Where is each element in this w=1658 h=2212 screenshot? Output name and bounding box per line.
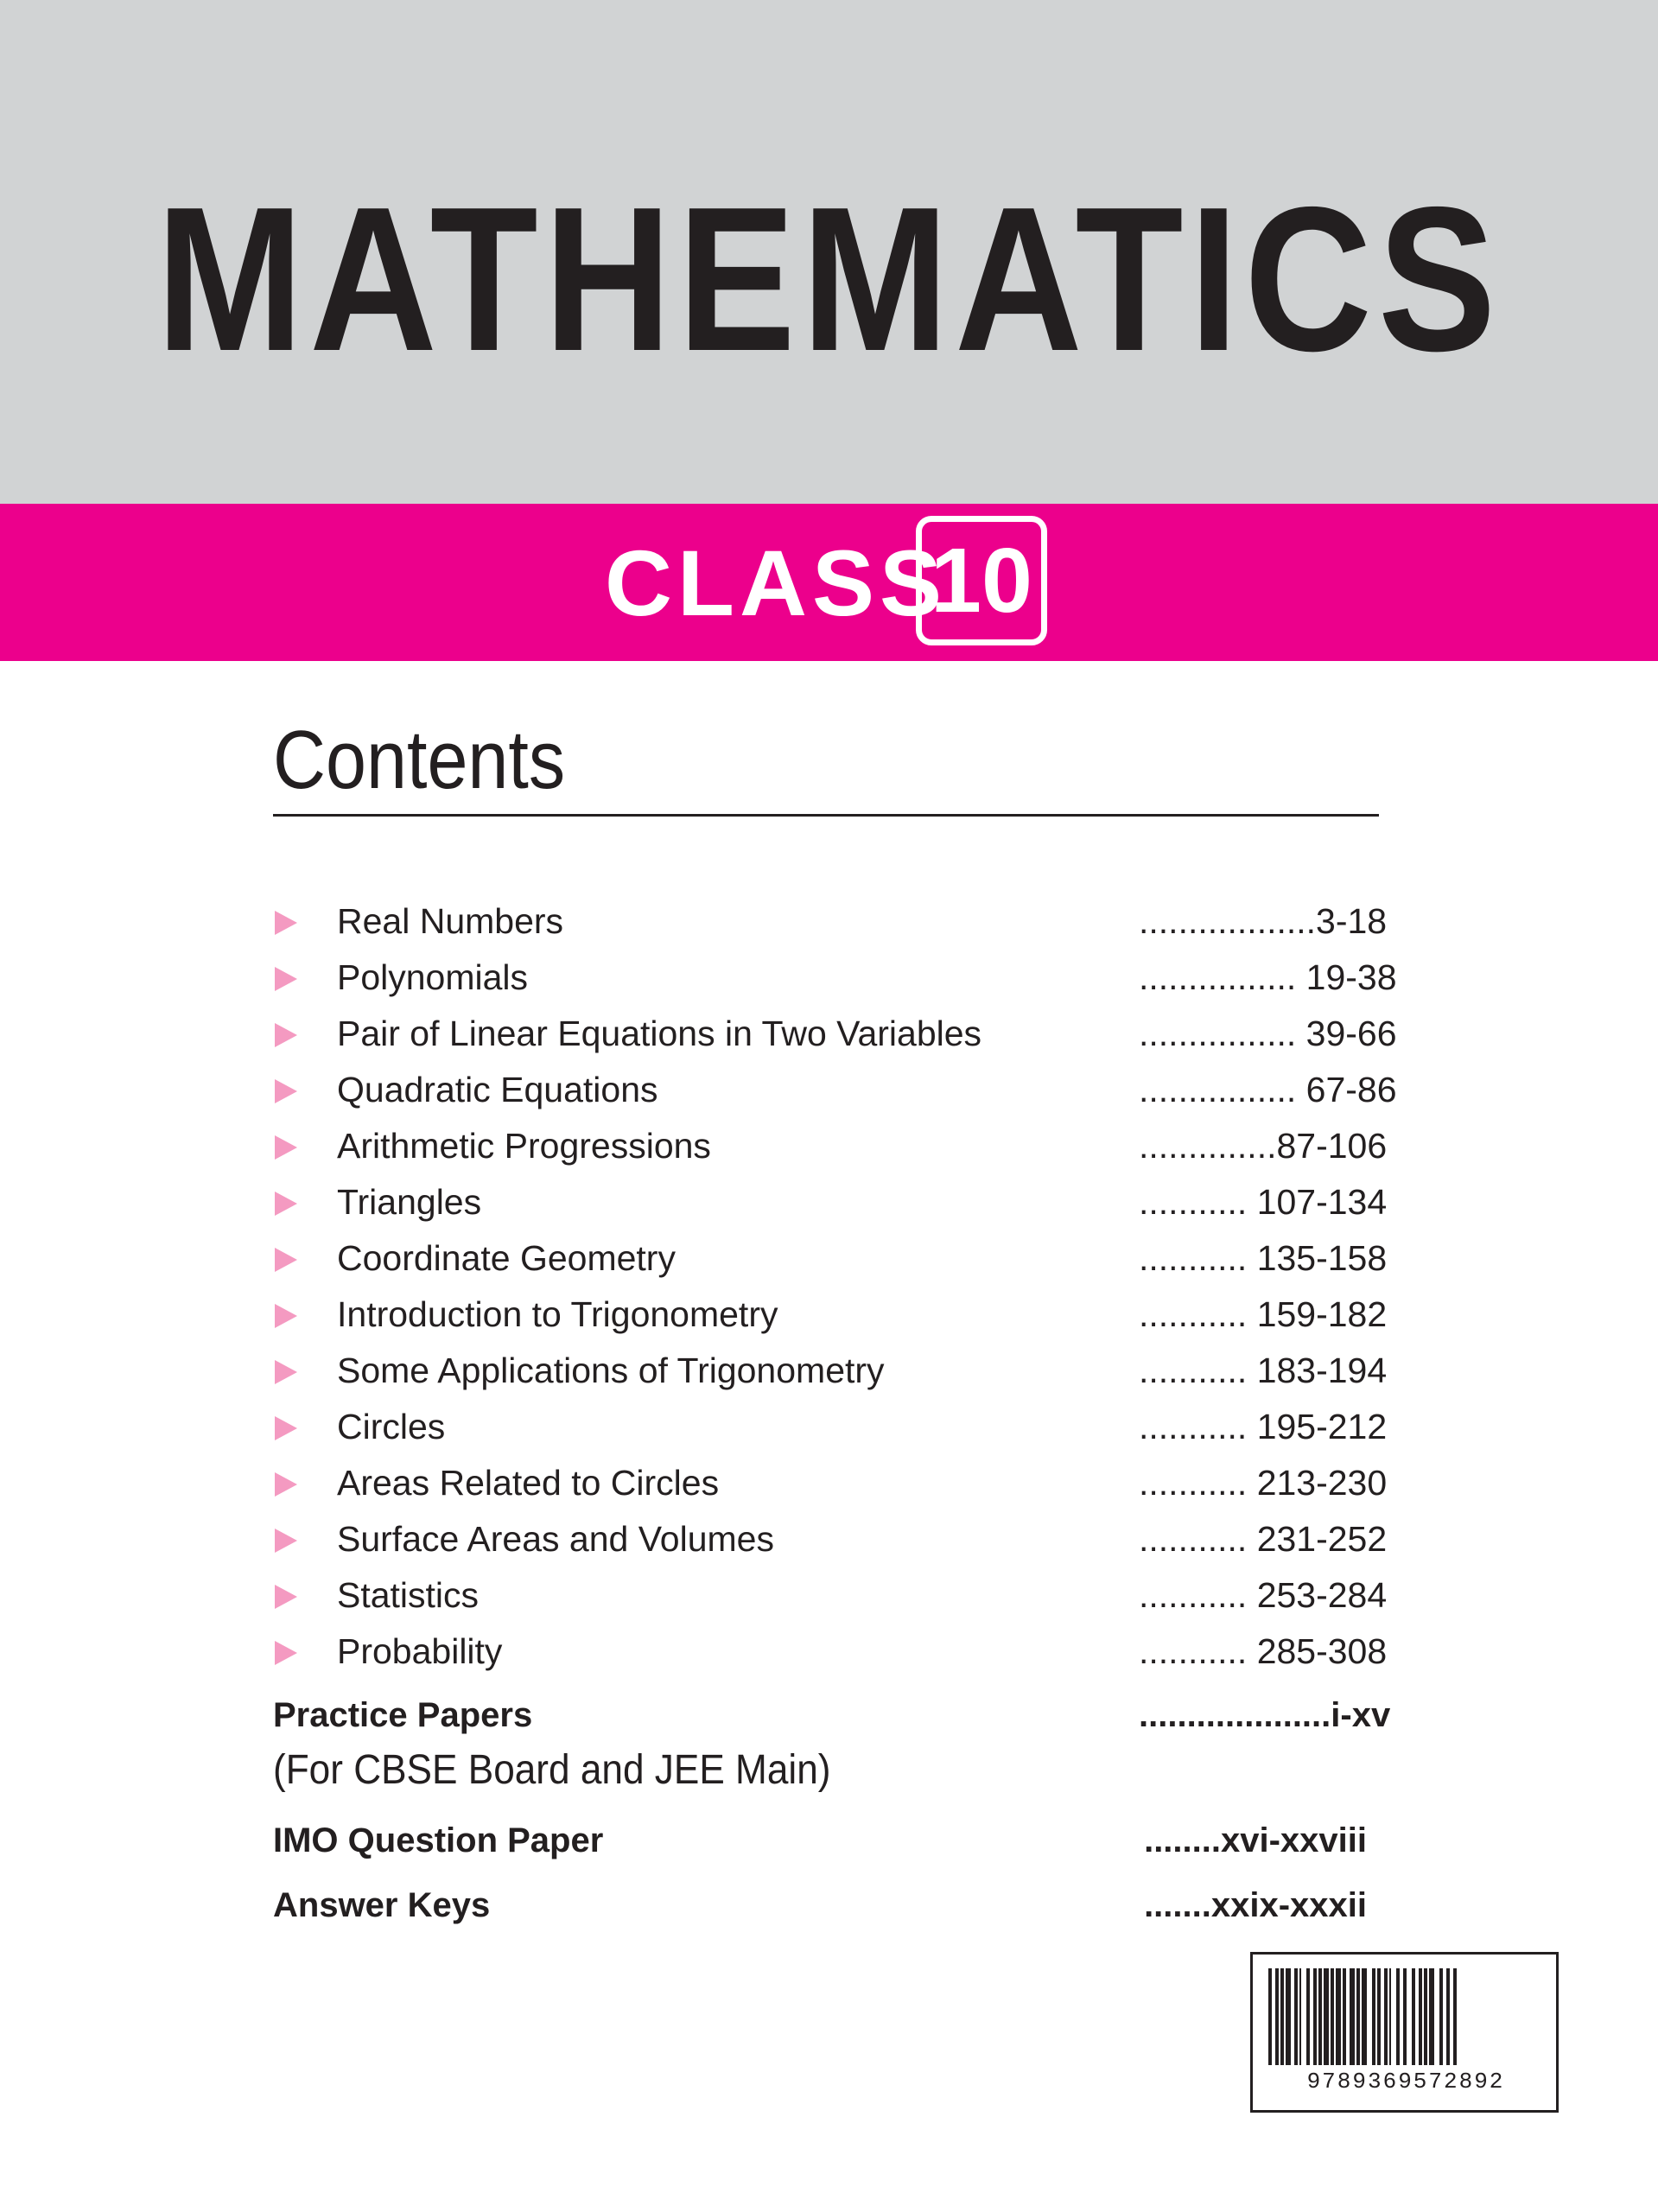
triangle-right-icon <box>275 1529 297 1553</box>
triangle-right-icon <box>275 1360 297 1384</box>
barcode-bar <box>1439 1968 1443 2065</box>
chapter-pages: ........... 159-182 <box>1139 1294 1388 1334</box>
barcode-digits: 9789369572892 <box>1265 2067 1547 2096</box>
chapter-pages: ........... 231-252 <box>1139 1519 1388 1559</box>
toc-row <box>0 1118 1658 1174</box>
barcode-bar <box>1350 1968 1355 2065</box>
toc-row <box>0 1511 1658 1567</box>
barcode-bars <box>1263 1968 1548 2065</box>
barcode-bar <box>1336 1968 1341 2065</box>
barcode-bar <box>1362 1968 1367 2065</box>
class-number-badge: 10 <box>916 516 1047 645</box>
barcode-bar <box>1424 1968 1427 2065</box>
barcode-bar <box>1324 1968 1329 2065</box>
triangle-right-icon <box>275 1304 297 1328</box>
barcode-bar <box>1318 1968 1322 2065</box>
chapter-pages: ........... 107-134 <box>1139 1182 1388 1222</box>
chapter-title: Coordinate Geometry <box>337 1238 676 1278</box>
answer-keys-title: Answer Keys <box>273 1886 491 1924</box>
toc-row <box>0 1624 1658 1680</box>
chapter-pages: ........... 213-230 <box>1139 1463 1388 1503</box>
barcode-bar <box>1419 1968 1422 2065</box>
barcode-bar <box>1429 1968 1434 2065</box>
barcode-bar <box>1286 1968 1291 2065</box>
triangle-right-icon <box>275 967 297 991</box>
triangle-right-icon <box>275 1135 297 1160</box>
practice-papers-row <box>0 1689 1658 1741</box>
toc-row <box>0 1062 1658 1118</box>
chapter-title: Statistics <box>337 1575 480 1615</box>
isbn-barcode <box>1250 1952 1559 2113</box>
chapter-title: Areas Related to Circles <box>337 1463 720 1503</box>
chapter-pages: ..................3-18 <box>1139 901 1388 941</box>
barcode-bar <box>1294 1968 1298 2065</box>
answer-keys-pages: .......xxix-xxxii <box>1144 1886 1367 1924</box>
book-title: MATHEMATICS <box>156 165 1502 394</box>
chapter-title: Triangles <box>337 1182 482 1222</box>
chapter-title: Polynomials <box>337 957 529 997</box>
imo-paper-pages: ........xvi-xxviii <box>1144 1821 1367 1859</box>
triangle-right-icon <box>275 1641 297 1665</box>
imo-paper-title: IMO Question Paper <box>273 1821 604 1859</box>
header-band <box>0 0 1658 504</box>
chapter-pages: ........... 183-194 <box>1139 1351 1388 1390</box>
chapter-pages: ........... 195-212 <box>1139 1407 1388 1446</box>
barcode-bar <box>1268 1968 1272 2065</box>
chapter-title: Some Applications of Trigonometry <box>337 1351 885 1390</box>
chapter-pages: ........... 135-158 <box>1139 1238 1388 1278</box>
toc-row <box>0 893 1658 950</box>
barcode-bar <box>1356 1968 1360 2065</box>
toc-row <box>0 1343 1658 1399</box>
class-label: CLASS <box>605 531 948 635</box>
toc-row <box>0 950 1658 1006</box>
imo-paper-row <box>0 1815 1658 1866</box>
practice-papers-pages: ....................i-xv <box>1139 1696 1391 1734</box>
triangle-right-icon <box>275 1416 297 1440</box>
toc-row <box>0 1287 1658 1343</box>
triangle-right-icon <box>275 1192 297 1216</box>
barcode-bar <box>1306 1968 1310 2065</box>
chapter-pages: ................ 67-86 <box>1139 1070 1397 1109</box>
triangle-right-icon <box>275 1079 297 1103</box>
answer-keys-row <box>0 1879 1658 1931</box>
chapter-title: Surface Areas and Volumes <box>337 1519 774 1559</box>
barcode-bar <box>1372 1968 1375 2065</box>
barcode-bar <box>1396 1968 1400 2065</box>
triangle-right-icon <box>275 1248 297 1272</box>
toc-row <box>0 1174 1658 1230</box>
triangle-right-icon <box>275 1472 297 1497</box>
triangle-right-icon <box>275 1585 297 1609</box>
barcode-bar <box>1384 1968 1388 2065</box>
barcode-bar <box>1403 1968 1407 2065</box>
contents-heading: Contents <box>273 714 566 806</box>
toc-row <box>0 1230 1658 1287</box>
chapter-pages: ..............87-106 <box>1139 1126 1388 1166</box>
toc-row <box>0 1455 1658 1511</box>
chapter-title: Circles <box>337 1407 446 1446</box>
barcode-bar <box>1343 1968 1346 2065</box>
table-of-contents <box>0 893 1658 1680</box>
barcode-bar <box>1412 1968 1415 2065</box>
barcode-bar <box>1299 1968 1301 2065</box>
barcode-bar <box>1446 1968 1450 2065</box>
chapter-title: Arithmetic Progressions <box>337 1126 711 1166</box>
chapter-title: Quadratic Equations <box>337 1070 658 1109</box>
barcode-bar <box>1389 1968 1391 2065</box>
chapter-title: Pair of Linear Equations in Two Variables <box>337 1014 982 1053</box>
triangle-right-icon <box>275 1023 297 1047</box>
barcode-bar <box>1377 1968 1381 2065</box>
practice-papers-subtitle-row <box>0 1742 1658 1799</box>
barcode-bar <box>1280 1968 1284 2065</box>
barcode-bar <box>1275 1968 1279 2065</box>
toc-row <box>0 1006 1658 1062</box>
chapter-title: Probability <box>337 1631 503 1671</box>
chapter-title: Introduction to Trigonometry <box>337 1294 778 1334</box>
chapter-pages: ................ 39-66 <box>1139 1014 1397 1053</box>
barcode-bar <box>1313 1968 1317 2065</box>
chapter-pages: ........... 253-284 <box>1139 1575 1388 1615</box>
barcode-bar <box>1331 1968 1334 2065</box>
chapter-pages: ........... 285-308 <box>1139 1631 1388 1671</box>
barcode-bar <box>1453 1968 1457 2065</box>
toc-row <box>0 1399 1658 1455</box>
practice-papers-subtitle: (For CBSE Board and JEE Main) <box>273 1747 831 1793</box>
chapter-title: Real Numbers <box>337 901 564 941</box>
contents-divider <box>273 814 1379 817</box>
triangle-right-icon <box>275 911 297 935</box>
practice-papers-title: Practice Papers <box>273 1696 533 1734</box>
chapter-pages: ................ 19-38 <box>1139 957 1397 997</box>
toc-row <box>0 1567 1658 1624</box>
